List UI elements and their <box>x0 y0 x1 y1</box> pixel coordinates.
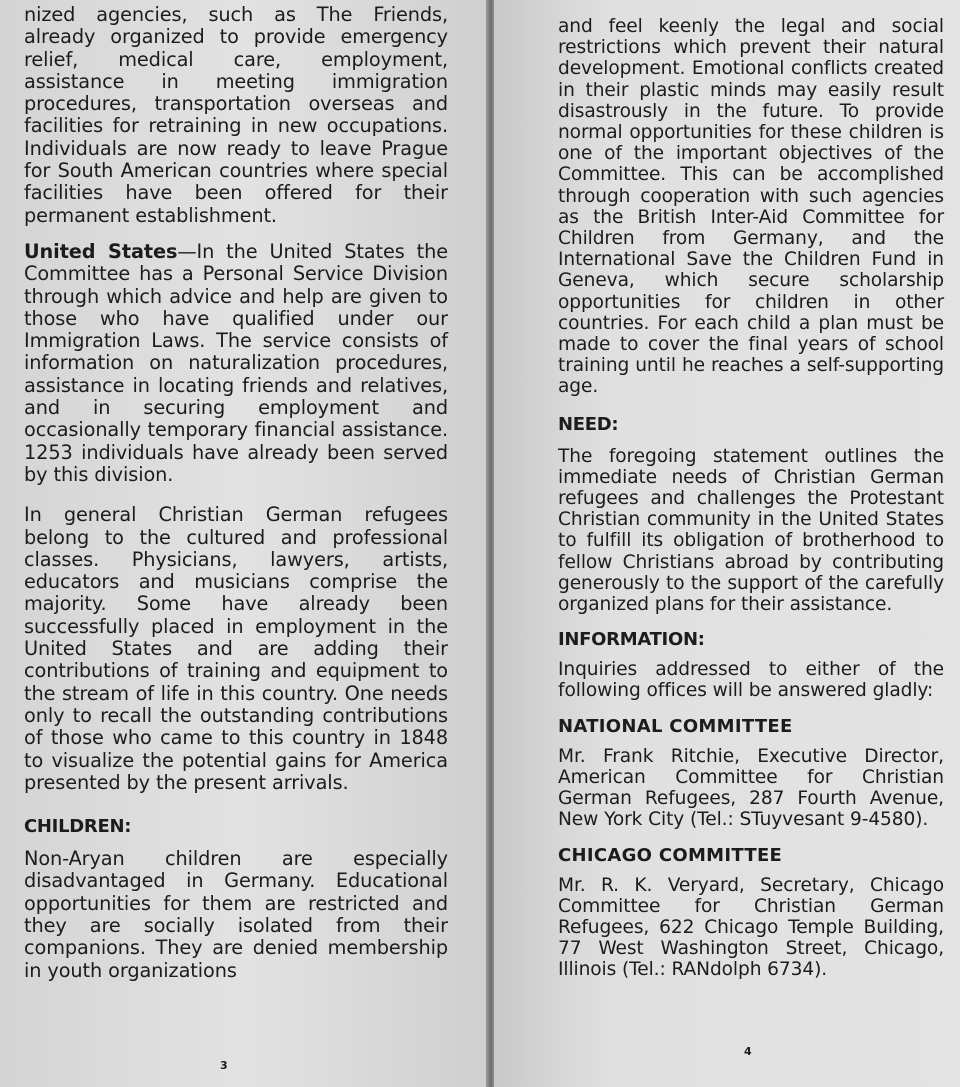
paragraph-children: Non-Aryan children are especially disadvantaged in Germany. Educational opportunities for them are restricted and they are socially isolated from their companions. They are denied membership in youth organizations <box>24 847 448 982</box>
paragraph-continuation: and feel keenly the legal and social restrictions which prevent their natural development. Emotional conflicts created in their plastic minds may easily result disastrously in the future. To provide normal opportunities for these children is one of the important objectives of the Committee. This can be accomplished through cooperation with such agencies as the British Inter-Aid Committee for Children from Germany, and the International Save the Children Fund in Geneva, which secure scholarship opportunities for children in other countries. For each child a plan must be made to cover the final years of school training until he reaches a self-supporting age. <box>558 16 944 398</box>
chicago-committee-heading: CHICAGO COMMITTEE <box>558 844 783 866</box>
paragraph-general: In general Christian German refugees belong to the cultured and professional classes. Physicians, lawyers, artists, educators and musicians comprise the majority. Some have already been successfully placed in employment in the United States and are adding their contributions of training and equipment to the stream of life in this country. One needs only to recall the outstanding contributions of those who came to this country in 1848 to visualize the potential gains for America presented by the present arrivals. <box>24 503 448 794</box>
children-heading: CHILDREN: <box>24 816 132 838</box>
page-number-right: 4 <box>744 1045 752 1058</box>
paragraph-information: Inquiries addressed to either of the following offices will be answered gladly: <box>558 659 944 702</box>
paragraph-chicago-committee: Mr. R. K. Veryard, Secretary, Chicago Committee for Christian German Refugees, 622 Chicago Temple Building, 77 West Washington Street, Chicago, Illinois (Tel.: RANdolph 6734). <box>558 874 944 981</box>
united-states-body: —In the United States the Committee has a Personal Service Division through which advice and help are given to those who have qualified under our Immigration Laws. The service consists of information on naturalization procedures, assistance in locating friends and relatives, and in securing employment and occasionally temporary financial assistance. 1253 individuals have already been served by this division. <box>24 239 448 486</box>
national-committee-heading: NATIONAL COMMITTEE <box>558 715 793 737</box>
page-number-left: 3 <box>220 1059 228 1072</box>
paragraph-national-committee: Mr. Frank Ritchie, Executive Director, American Committee for Christian German Refugees, 287 Fourth Avenue, New York City (Tel.: STuyvesant 9-4580). <box>558 745 944 831</box>
need-heading: NEED: <box>558 413 619 435</box>
paragraph-united-states <box>24 241 448 486</box>
right-page <box>494 0 960 1087</box>
united-states-lead: United States <box>24 239 178 263</box>
paragraph-friends: nized agencies, such as The Friends, already organized to provide emergency relief, medical care, employment, assistance in meeting immigration procedures, transportation overseas and facilities for retraining in new occupations. Individuals are now ready to leave Prague for South American countries where special facilities have been offered for their permanent establishment. <box>24 3 448 227</box>
information-heading: INFORMATION: <box>558 629 705 651</box>
paragraph-need: The foregoing statement outlines the immediate needs of Christian German refugees and challenges the Protestant Christian community in the United States to fulfill its obligation of brotherhood to fellow Christians abroad by contributing generously to the support of the carefully organized plans for their assistance. <box>558 445 944 616</box>
